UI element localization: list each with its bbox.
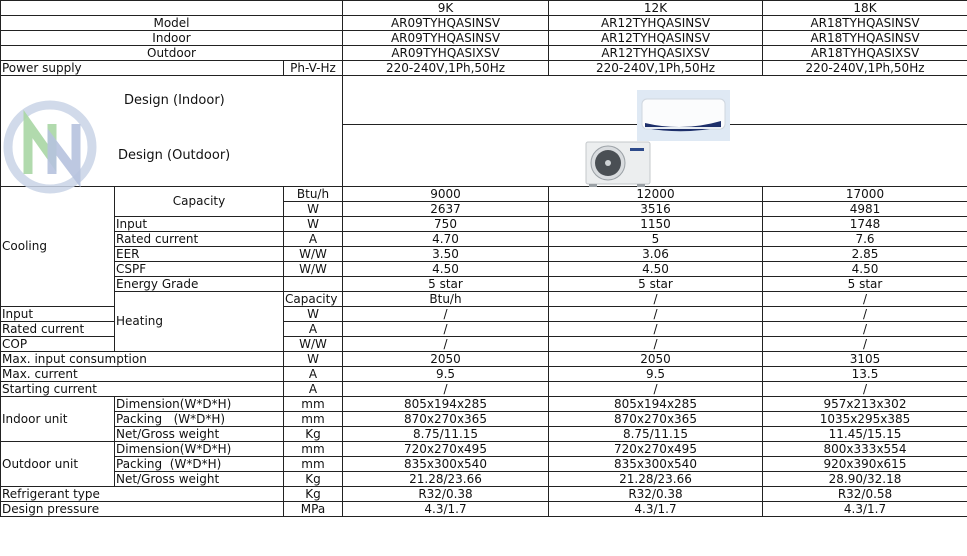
- value-cell: 1035x295x385: [763, 412, 967, 427]
- value-cell: /: [763, 322, 967, 337]
- row-label: Input: [1, 307, 115, 322]
- model-value: AR18TYHQASINSV: [763, 16, 967, 31]
- value-cell: 750: [343, 217, 549, 232]
- value-cell: R32/0.38: [343, 487, 549, 502]
- unit-cell: mm: [284, 412, 343, 427]
- cooling-grade-row: [1, 277, 967, 292]
- value-cell: /: [549, 337, 763, 352]
- indoor-pack-row: [1, 412, 967, 427]
- value-cell: 835x300x540: [549, 457, 763, 472]
- design-indoor-label-cell: [1, 76, 343, 125]
- value-cell: 8.75/11.15: [343, 427, 549, 442]
- indoor-ac-unit-image: [637, 90, 730, 141]
- row-label: Capacity: [284, 292, 343, 307]
- row-label: Net/Gross weight: [115, 472, 284, 487]
- header-blank-cell: [1, 1, 343, 16]
- row-label: Dimension(W*D*H): [115, 397, 284, 412]
- row-label: EER: [115, 247, 284, 262]
- value-cell: /: [549, 322, 763, 337]
- cooling-capacity-label: Capacity: [115, 187, 284, 217]
- starting-current-row: [1, 382, 967, 397]
- value-cell: /: [343, 337, 549, 352]
- outdoor-unit-group-label: Outdoor unit: [1, 442, 115, 487]
- value-cell: 4.50: [763, 262, 967, 277]
- unit-cell: A: [284, 232, 343, 247]
- value-cell: 3105: [763, 352, 967, 367]
- row-label: Starting current: [1, 382, 284, 397]
- value-cell: R32/0.58: [763, 487, 967, 502]
- header-row: [1, 1, 967, 16]
- unit-cell: W: [284, 352, 343, 367]
- unit-cell: W/W: [284, 337, 343, 352]
- value-cell: 835x300x540: [343, 457, 549, 472]
- indoor-model-value: AR09TYHQASINSV: [343, 31, 549, 46]
- outdoor-pack-row: [1, 457, 967, 472]
- value-cell: 4.3/1.7: [549, 502, 763, 517]
- outdoor-model-row: [1, 46, 967, 61]
- indoor-model-row: [1, 31, 967, 46]
- row-label: Refrigerant type: [1, 487, 284, 502]
- value-cell: 920x390x615: [763, 457, 967, 472]
- value-cell: /: [343, 307, 549, 322]
- value-cell: 12000: [549, 187, 763, 202]
- unit-cell: [284, 277, 343, 292]
- value-cell: 957x213x302: [763, 397, 967, 412]
- value-cell: 870x270x365: [549, 412, 763, 427]
- indoor-model-value: AR12TYHQASINSV: [549, 31, 763, 46]
- value-cell: 5 star: [763, 277, 967, 292]
- heating-capacity-row: [1, 292, 967, 307]
- value-cell: /: [343, 382, 549, 397]
- model-value: AR09TYHQASINSV: [343, 16, 549, 31]
- value-cell: 7.6: [763, 232, 967, 247]
- value-cell: 8.75/11.15: [549, 427, 763, 442]
- unit-cell: W: [284, 307, 343, 322]
- cooling-rated-row: [1, 232, 967, 247]
- value-cell: 21.28/23.66: [549, 472, 763, 487]
- value-cell: R32/0.38: [549, 487, 763, 502]
- unit-cell: Btu/h: [343, 292, 549, 307]
- outdoor-dim-row: [1, 442, 967, 457]
- design-outdoor-label: Design (Outdoor): [118, 147, 231, 163]
- row-label: Net/Gross weight: [115, 427, 284, 442]
- indoor-label: Indoor: [1, 31, 343, 46]
- value-cell: 4.50: [549, 262, 763, 277]
- indoor-dim-row: [1, 397, 967, 412]
- cooling-input-row: [1, 217, 967, 232]
- unit-cell: Kg: [284, 427, 343, 442]
- value-cell: 2.85: [763, 247, 967, 262]
- pressure-row: [1, 502, 967, 517]
- power-value: 220-240V,1Ph,50Hz: [763, 61, 967, 76]
- row-label: Packing (W*D*H): [115, 412, 284, 427]
- value-cell: 4.3/1.7: [343, 502, 549, 517]
- design-outdoor-label-cell: [1, 125, 343, 187]
- outdoor-model-value: AR09TYHQASIXSV: [343, 46, 549, 61]
- value-cell: 5: [549, 232, 763, 247]
- indoor-weight-row: [1, 427, 967, 442]
- power-label: Power supply: [1, 61, 284, 76]
- unit-cell: W: [284, 202, 343, 217]
- heating-group-label: Heating: [115, 292, 284, 352]
- header-12k: 12K: [549, 1, 763, 16]
- outdoor-model-value: AR12TYHQASIXSV: [549, 46, 763, 61]
- unit-cell: W: [284, 217, 343, 232]
- value-cell: 5 star: [549, 277, 763, 292]
- unit-cell: A: [284, 382, 343, 397]
- value-cell: /: [763, 337, 967, 352]
- value-cell: 4.70: [343, 232, 549, 247]
- row-label: Max. current: [1, 367, 284, 382]
- value-cell: /: [549, 292, 763, 307]
- unit-cell: W/W: [284, 247, 343, 262]
- max-input-row: [1, 352, 967, 367]
- row-label: Input: [115, 217, 284, 232]
- value-cell: 5 star: [343, 277, 549, 292]
- value-cell: 21.28/23.66: [343, 472, 549, 487]
- unit-cell: Kg: [284, 472, 343, 487]
- value-cell: /: [343, 322, 549, 337]
- unit-cell: A: [284, 322, 343, 337]
- row-label: CSPF: [115, 262, 284, 277]
- unit-cell: Kg: [284, 487, 343, 502]
- header-9k: 9K: [343, 1, 549, 16]
- value-cell: /: [763, 307, 967, 322]
- value-cell: 4.50: [343, 262, 549, 277]
- row-label: Rated current: [1, 322, 115, 337]
- design-outdoor-row: [1, 125, 967, 187]
- model-label: Model: [1, 16, 343, 31]
- value-cell: 9.5: [343, 367, 549, 382]
- value-cell: 9000: [343, 187, 549, 202]
- power-unit: Ph-V-Hz: [284, 61, 343, 76]
- power-value: 220-240V,1Ph,50Hz: [343, 61, 549, 76]
- model-value: AR12TYHQASINSV: [549, 16, 763, 31]
- model-row: [1, 16, 967, 31]
- unit-cell: A: [284, 367, 343, 382]
- max-current-row: [1, 367, 967, 382]
- value-cell: 9.5: [549, 367, 763, 382]
- row-label: Dimension(W*D*H): [115, 442, 284, 457]
- cooling-eer-row: [1, 247, 967, 262]
- value-cell: /: [549, 307, 763, 322]
- indoor-model-value: AR18TYHQASINSV: [763, 31, 967, 46]
- outdoor-weight-row: [1, 472, 967, 487]
- value-cell: /: [763, 292, 967, 307]
- cooling-group-label: Cooling: [1, 187, 115, 307]
- row-label: Design pressure: [1, 502, 284, 517]
- value-cell: 3516: [549, 202, 763, 217]
- value-cell: 2050: [549, 352, 763, 367]
- header-18k: 18K: [763, 1, 967, 16]
- value-cell: 28.90/32.18: [763, 472, 967, 487]
- value-cell: 3.06: [549, 247, 763, 262]
- value-cell: 13.5: [763, 367, 967, 382]
- value-cell: 720x270x495: [343, 442, 549, 457]
- unit-cell: Btu/h: [284, 187, 343, 202]
- value-cell: /: [549, 382, 763, 397]
- row-label: Packing (W*D*H): [115, 457, 284, 472]
- unit-cell: mm: [284, 397, 343, 412]
- unit-cell: W/W: [284, 262, 343, 277]
- value-cell: /: [763, 382, 967, 397]
- row-label: Energy Grade: [115, 277, 284, 292]
- value-cell: 800x333x554: [763, 442, 967, 457]
- value-cell: 2050: [343, 352, 549, 367]
- value-cell: 2637: [343, 202, 549, 217]
- value-cell: 3.50: [343, 247, 549, 262]
- outdoor-model-value: AR18TYHQASIXSV: [763, 46, 967, 61]
- value-cell: 805x194x285: [549, 397, 763, 412]
- value-cell: 1748: [763, 217, 967, 232]
- cooling-capacity-btu-row: [1, 187, 967, 202]
- unit-cell: mm: [284, 442, 343, 457]
- row-label: Max. input consumption: [1, 352, 284, 367]
- row-label: Rated current: [115, 232, 284, 247]
- value-cell: 805x194x285: [343, 397, 549, 412]
- unit-cell: MPa: [284, 502, 343, 517]
- power-row: [1, 61, 967, 76]
- value-cell: 1150: [549, 217, 763, 232]
- indoor-unit-group-label: Indoor unit: [1, 397, 115, 442]
- unit-cell: mm: [284, 457, 343, 472]
- design-indoor-label: Design (Indoor): [124, 92, 225, 108]
- value-cell: 870x270x365: [343, 412, 549, 427]
- design-indoor-row: [1, 76, 967, 125]
- value-cell: 720x270x495: [549, 442, 763, 457]
- power-value: 220-240V,1Ph,50Hz: [549, 61, 763, 76]
- row-label: COP: [1, 337, 115, 352]
- value-cell: 17000: [763, 187, 967, 202]
- value-cell: 4981: [763, 202, 967, 217]
- value-cell: 11.45/15.15: [763, 427, 967, 442]
- refrigerant-row: [1, 487, 967, 502]
- outdoor-label: Outdoor: [1, 46, 343, 61]
- outdoor-ac-unit-image: [585, 140, 651, 187]
- value-cell: 4.3/1.7: [763, 502, 967, 517]
- cooling-cspf-row: [1, 262, 967, 277]
